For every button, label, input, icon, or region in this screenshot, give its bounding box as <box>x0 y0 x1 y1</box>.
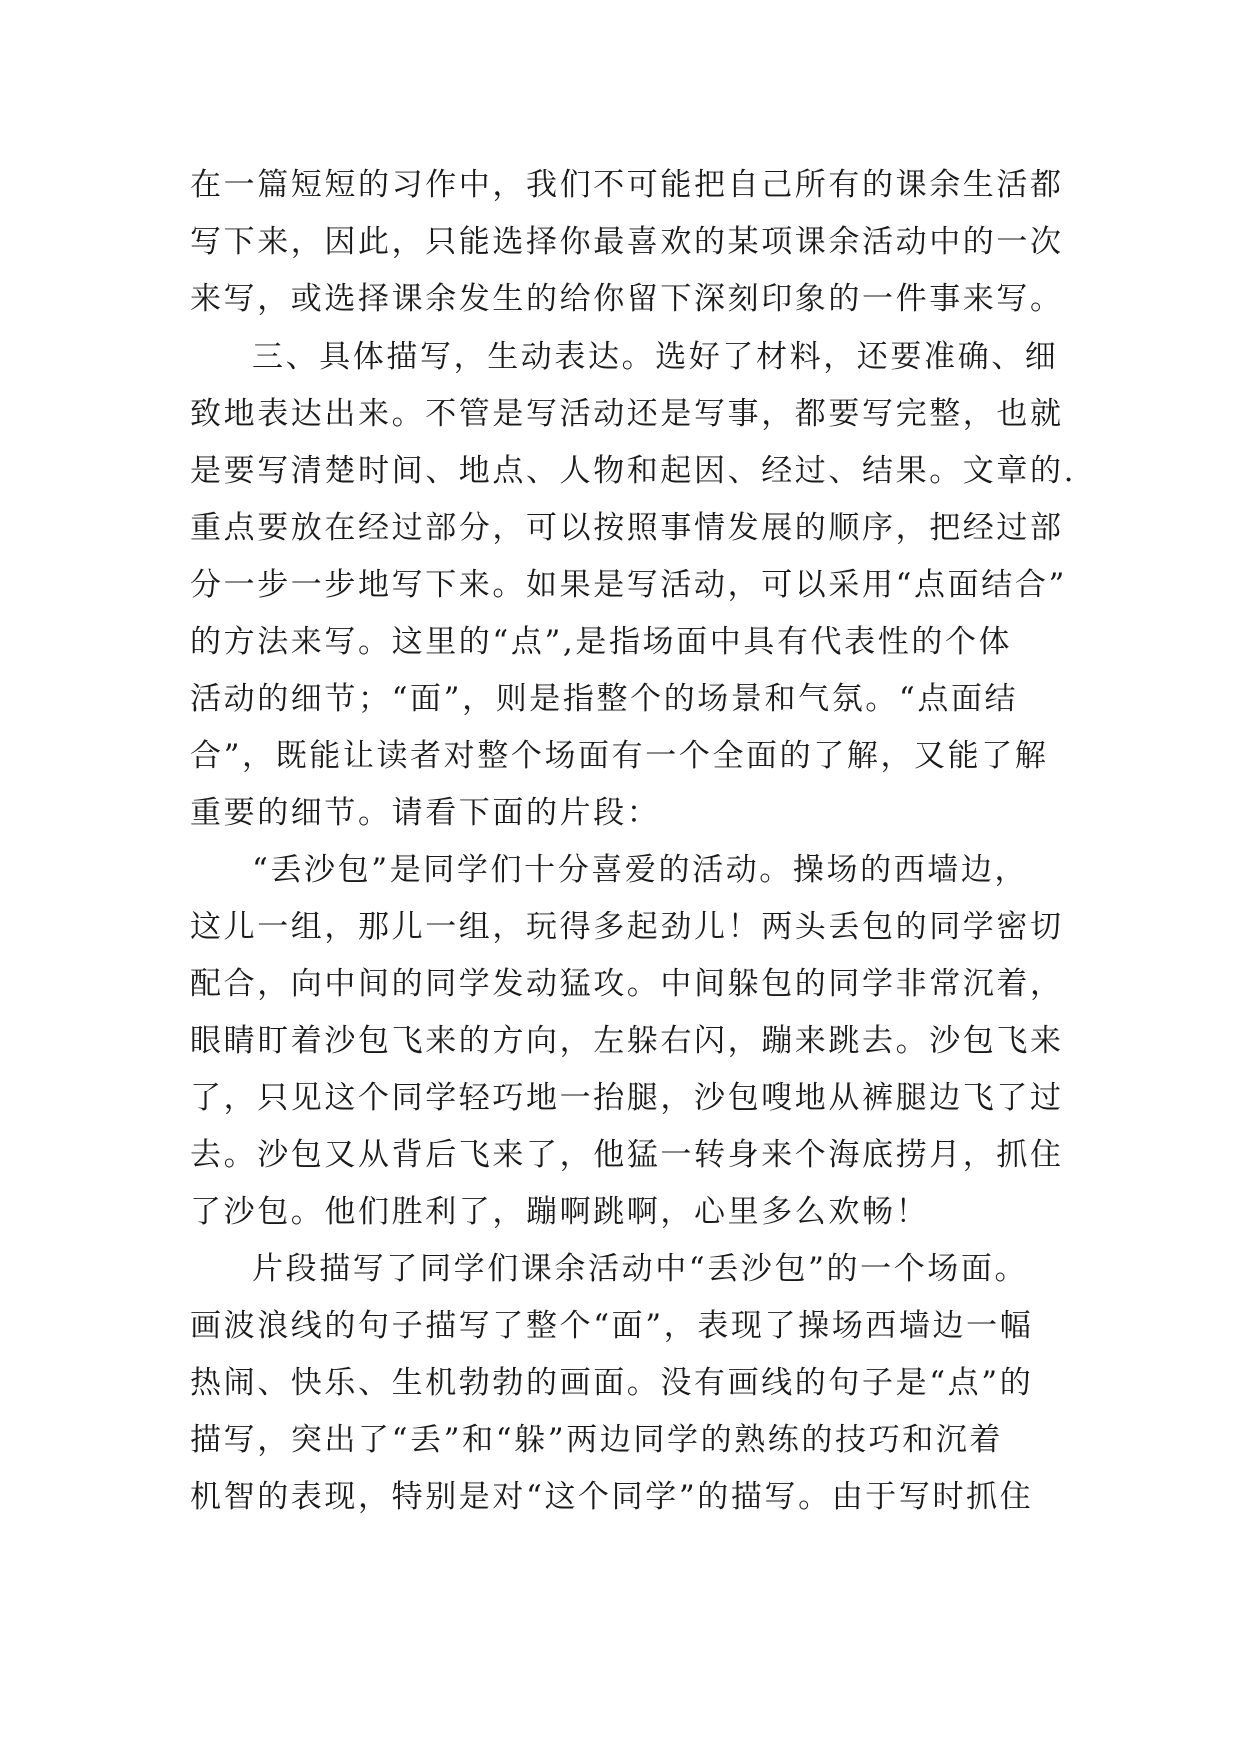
text-line: 热闹、快乐、生机勃勃的画面。没有画线的句子是“点”的 <box>190 1365 1034 1401</box>
text-line: 眼睛盯着沙包飞来的方向，左躲右闪，蹦来跳去。沙包飞来 <box>190 1023 1064 1059</box>
text-line: 了沙包。他们胜利了，蹦啊跳啊，心里多么欢畅！ <box>190 1194 930 1230</box>
text-line: 描写，突出了“丢”和“躲”两边同学的熟练的技巧和沉着 <box>190 1422 1003 1458</box>
text-line: 片段描写了同学们课余活动中“丢沙包”的一个场面。 <box>252 1251 1029 1287</box>
text-line: 画波浪线的句子描写了整个“面”，表现了操场西墙边一幅 <box>190 1308 1034 1344</box>
text-line: 合”，既能让读者对整个场面有一个全面的了解，又能了解 <box>190 738 1049 774</box>
text-line: 去。沙包又从背后飞来了，他猛一转身来个海底捞月，抓住 <box>190 1137 1064 1173</box>
text-line: 致地表达出来。不管是写活动还是写事，都要写完整，也就 <box>190 396 1064 432</box>
text-line: 重点要放在经过部分，可以按照事情发展的顺序，把经过部 <box>190 510 1064 546</box>
text-line: 三、具体描写，生动表达。选好了材料，还要准确、细 <box>252 339 1059 375</box>
text-line: 分一步一步地写下来。如果是写活动，可以采用“点面结合” <box>190 567 1067 603</box>
text-line: 的方法来写。这里的“点”,是指场面中具有代表性的个体 <box>190 624 1013 660</box>
text-line: 活动的细节；“面”，则是指整个的场景和气氛。“点面结 <box>190 681 1019 717</box>
text-line: 写下来，因此，只能选择你最喜欢的某项课余活动中的一次 <box>190 224 1064 260</box>
text-line: “丢沙包”是同学们十分喜爱的活动。操场的西墙边， <box>252 852 1029 888</box>
text-line: 了，只见这个同学轻巧地一抬腿，沙包嗖地从裤腿边飞了过 <box>190 1080 1064 1116</box>
text-line: 来写，或选择课余发生的给你留下深刻印象的一件事来写。 <box>190 281 1064 317</box>
text-line: 在一篇短短的习作中，我们不可能把自己所有的课余生活都 <box>190 167 1064 203</box>
text-line: 机智的表现，特别是对“这个同学”的描写。由于写时抓住 <box>190 1479 1034 1515</box>
text-line: 这儿一组，那儿一组，玩得多起劲儿！两头丢包的同学密切 <box>190 909 1064 945</box>
text-line: 重要的细节。请看下面的片段： <box>190 795 661 831</box>
text-line: 是要写清楚时间、地点、人物和起因、经过、结果。文章的. <box>190 453 1077 489</box>
text-line: 配合，向中间的同学发动猛攻。中间躲包的同学非常沉着， <box>190 966 1064 1002</box>
